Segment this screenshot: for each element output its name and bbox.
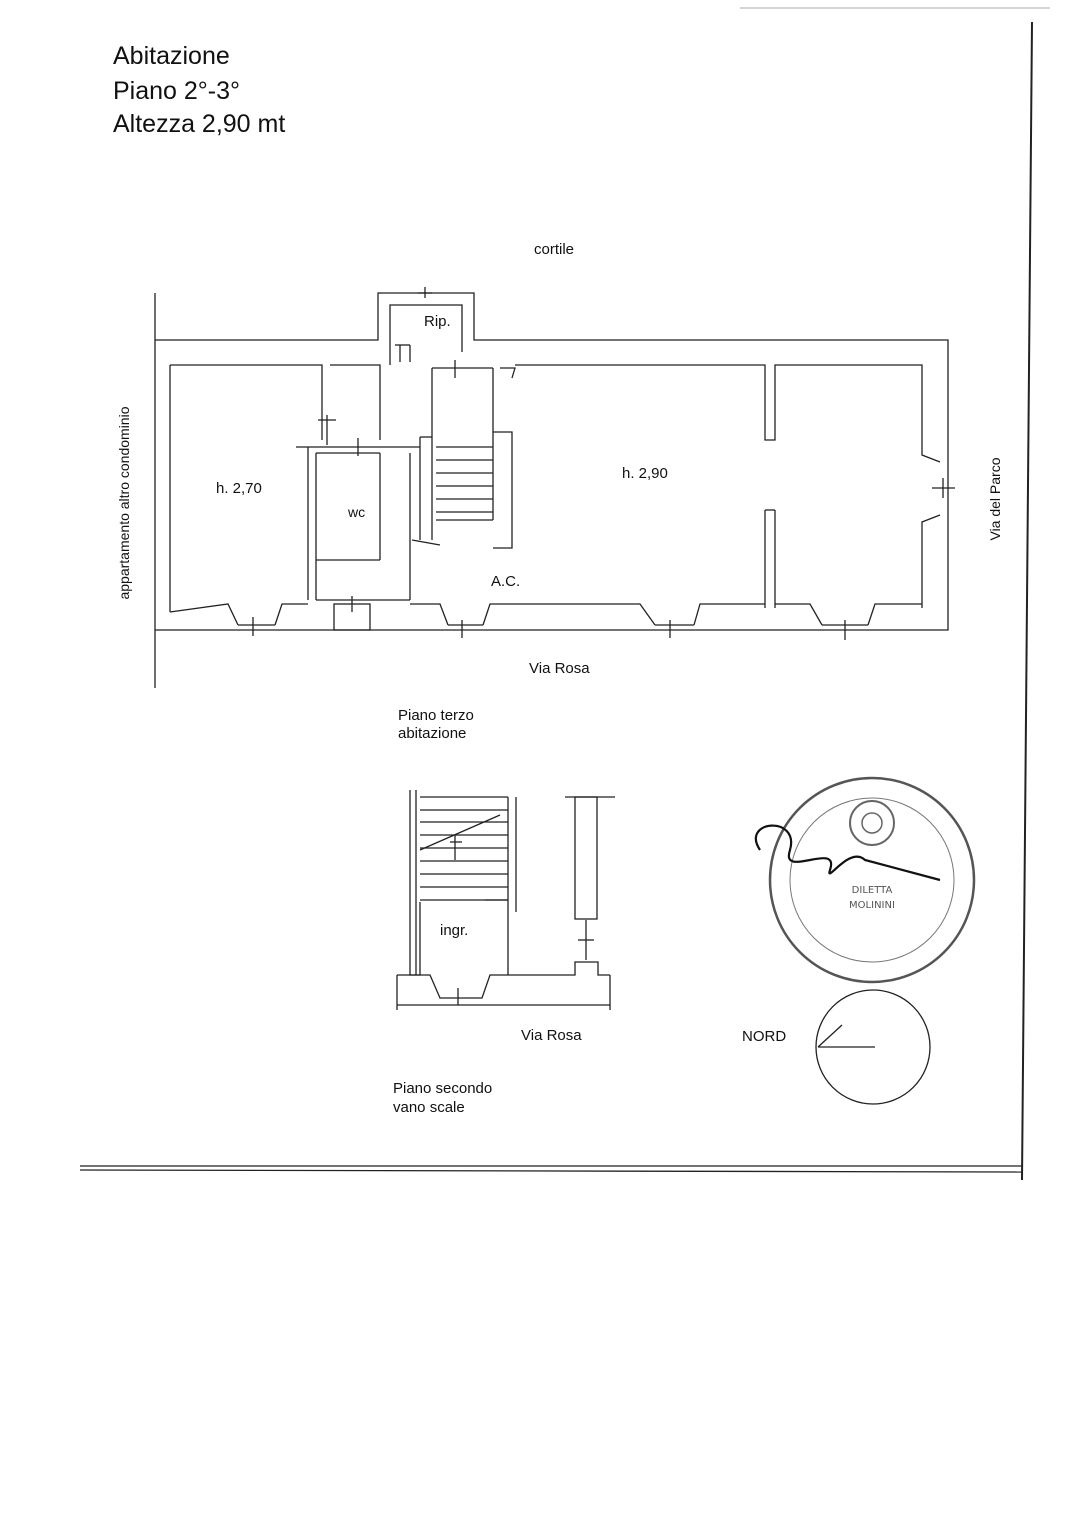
courtyard-label: cortile: [534, 241, 575, 258]
caption-third-floor-sub: abitazione: [398, 725, 467, 742]
street-via-del-parco: Via del Parco: [987, 457, 1003, 541]
caption-second-floor: Piano secondo: [393, 1080, 493, 1097]
title-piano: Piano 2°-3°: [113, 77, 241, 105]
caption-second-floor-sub: vano scale: [393, 1099, 465, 1116]
storage-label: Rip.: [424, 313, 451, 330]
frame-bottom-line-2: [80, 1170, 1022, 1172]
north-label: NORD: [742, 1028, 787, 1045]
stamp-name-line1: DILETTA: [851, 885, 893, 896]
professional-stamp: [756, 778, 974, 982]
north-arrow-symbol: [816, 990, 930, 1104]
street-via-rosa-lower: Via Rosa: [521, 1027, 582, 1044]
wc-label: wc: [348, 504, 366, 520]
title-altezza: Altezza 2,90 mt: [113, 110, 286, 138]
lower-plan-walls: [397, 790, 615, 1010]
entrance-label: ingr.: [440, 922, 469, 939]
frame-right-edge: [1022, 22, 1032, 1180]
caption-third-floor: Piano terzo: [398, 707, 474, 724]
room-left-height-label: h. 2,70: [216, 480, 262, 497]
neighbor-apartment-label: appartamento altro condominio: [116, 406, 132, 600]
common-area-label: A.C.: [491, 573, 521, 590]
title-abitazione: Abitazione: [113, 42, 230, 70]
upper-plan-walls: [155, 287, 955, 688]
stamp-name-line2: MOLININI: [849, 900, 895, 911]
street-via-rosa-upper: Via Rosa: [529, 660, 590, 677]
room-main-height-label: h. 2,90: [622, 465, 668, 482]
